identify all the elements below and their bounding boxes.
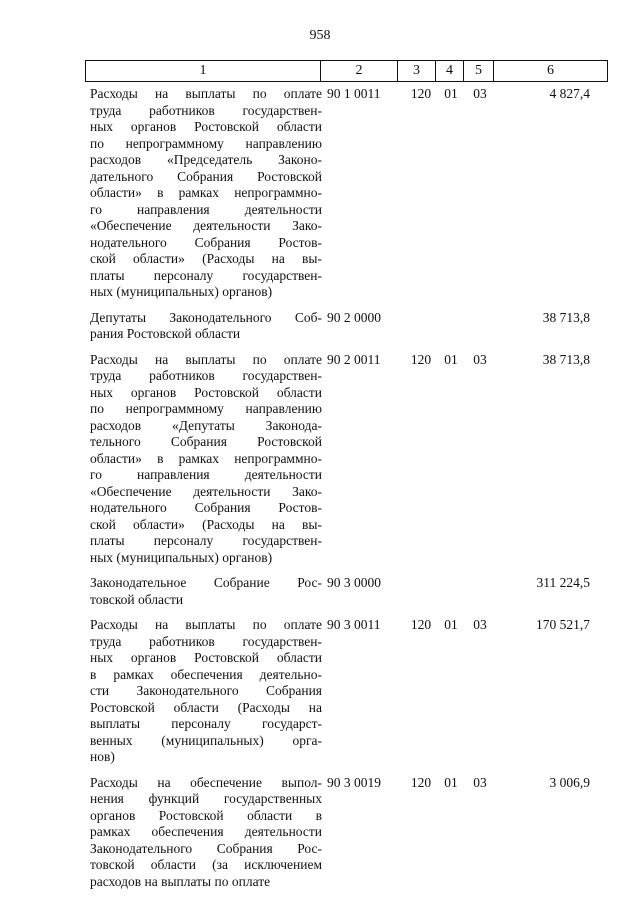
expense-name-line: области» в рамках непрограммно- xyxy=(90,450,322,466)
column-header-3: 3 xyxy=(398,61,436,82)
expense-name xyxy=(90,775,322,891)
expense-name-line: Расходы на обеспечение выпол- xyxy=(90,774,322,790)
expense-name-line: по непрограммному направлению xyxy=(90,135,322,151)
target-code: 90 3 0011 xyxy=(327,617,381,632)
expense-name-line: расходов «Председатель Законо- xyxy=(90,152,322,167)
expense-name-line: тельного Собрания Ростовской xyxy=(90,434,322,449)
expense-name xyxy=(90,86,322,301)
expense-type: 120 xyxy=(410,86,432,101)
expense-name-line: Расходы на выплаты по оплате xyxy=(90,351,322,367)
amount: 170 521,7 xyxy=(536,617,590,632)
expense-name-line: расходов на выплаты по оплате xyxy=(90,873,271,889)
column-header-5: 5 xyxy=(464,61,494,82)
target-code: 90 1 0011 xyxy=(327,86,381,101)
expense-name xyxy=(90,575,322,608)
amount: 3 006,9 xyxy=(549,774,590,790)
expense-type: 120 xyxy=(410,351,432,367)
expense-name-line: органов Ростовской области в xyxy=(90,807,322,823)
section-code: 01 xyxy=(444,617,458,632)
table-row xyxy=(85,617,607,766)
expense-name-line: рания Ростовской области xyxy=(90,326,241,341)
expense-name-line: нов) xyxy=(90,749,115,764)
expense-name-line: платы персоналу государствен- xyxy=(90,533,322,548)
expense-name-line: дательного Собрания Ростовской xyxy=(90,168,322,184)
subsection-code: 03 xyxy=(473,774,487,790)
expense-name-line: ской области» (Расходы на вы- xyxy=(90,516,322,532)
expense-name-line: ных органов Ростовской области xyxy=(90,119,322,134)
expense-name-line: товской области (за исключением xyxy=(90,857,322,872)
expense-name-line: го направления деятельности xyxy=(90,467,322,482)
expense-name-line: ных органов Ростовской области xyxy=(90,650,322,665)
expense-name-line: товской области xyxy=(90,591,184,607)
target-code: 90 3 0019 xyxy=(327,774,381,790)
subsection-code: 03 xyxy=(473,351,487,367)
table-row xyxy=(85,86,607,301)
expense-name-line: расходов «Депутаты Законода- xyxy=(90,417,322,433)
expense-name-line: ных (муниципальных) органов) xyxy=(90,549,273,565)
column-header-4: 4 xyxy=(436,61,464,82)
expense-type: 120 xyxy=(410,617,432,632)
expense-name-line: венных (муниципальных) орга- xyxy=(90,732,322,748)
amount: 38 713,8 xyxy=(542,351,590,367)
section-code: 01 xyxy=(444,86,458,101)
expense-name-line: Законодательное Собрание Рос- xyxy=(90,575,322,590)
expense-name-line: нодательного Собрания Ростов- xyxy=(90,234,322,250)
section-code: 01 xyxy=(444,774,458,790)
expense-name-line: труда работников государствен- xyxy=(90,102,322,118)
expense-name-line: сти Законодательного Собрания xyxy=(90,683,322,698)
column-header-table xyxy=(85,60,608,82)
expense-name-line: области» в рамках непрограммно- xyxy=(90,185,322,200)
table-row xyxy=(85,352,607,567)
expense-name-line: го направления деятельности xyxy=(90,201,322,217)
expense-name-line: труда работников государствен- xyxy=(90,368,322,383)
expense-type: 120 xyxy=(410,774,432,790)
amount: 311 224,5 xyxy=(536,575,590,590)
column-header-row xyxy=(86,61,608,82)
expense-name xyxy=(90,617,322,766)
subsection-code: 03 xyxy=(473,617,487,632)
expense-name-line: Депутаты Законодательного Соб- xyxy=(90,309,322,325)
expense-name-line: «Обеспечение деятельности Зако- xyxy=(90,483,322,499)
expense-name-line: по непрограммному направлению xyxy=(90,401,322,416)
column-header-1: 1 xyxy=(86,61,321,82)
target-code: 90 2 0011 xyxy=(327,351,381,367)
expense-name-line: рамках обеспечения деятельности xyxy=(90,824,322,839)
expense-name-line: Расходы на выплаты по оплате xyxy=(90,86,322,101)
expense-name-line: выплаты персоналу государст- xyxy=(90,716,322,731)
expense-name-line: нения функций государственных xyxy=(90,791,322,806)
table-row xyxy=(85,775,607,891)
expense-name-line: нодательного Собрания Ростов- xyxy=(90,500,322,515)
expense-name xyxy=(90,352,322,567)
expense-name-line: Законодательного Собрания Рос- xyxy=(90,840,322,856)
expense-name-line: «Обеспечение деятельности Зако- xyxy=(90,218,322,233)
expense-name-line: в рамках обеспечения деятельно- xyxy=(90,666,322,682)
column-header-2: 2 xyxy=(321,61,398,82)
target-code: 90 2 0000 xyxy=(327,309,381,325)
expense-name-line: труда работников государствен- xyxy=(90,633,322,649)
expense-name-line: ных (муниципальных) органов) xyxy=(90,284,273,299)
expense-name xyxy=(90,310,322,343)
expense-name-line: ской области» (Расходы на вы- xyxy=(90,251,322,266)
expense-name-line: платы персоналу государствен- xyxy=(90,267,322,283)
page-number: 958 xyxy=(309,28,331,43)
target-code: 90 3 0000 xyxy=(327,575,381,590)
column-header-6: 6 xyxy=(494,61,608,82)
table-row xyxy=(85,575,607,608)
amount: 4 827,4 xyxy=(549,86,590,101)
subsection-code: 03 xyxy=(473,86,487,101)
budget-rows xyxy=(85,86,607,899)
section-code: 01 xyxy=(444,351,458,367)
expense-name-line: ных органов Ростовской области xyxy=(90,384,322,400)
expense-name-line: Ростовской области (Расходы на xyxy=(90,699,322,715)
table-row xyxy=(85,310,607,343)
amount: 38 713,8 xyxy=(542,309,590,325)
expense-name-line: Расходы на выплаты по оплате xyxy=(90,617,322,632)
